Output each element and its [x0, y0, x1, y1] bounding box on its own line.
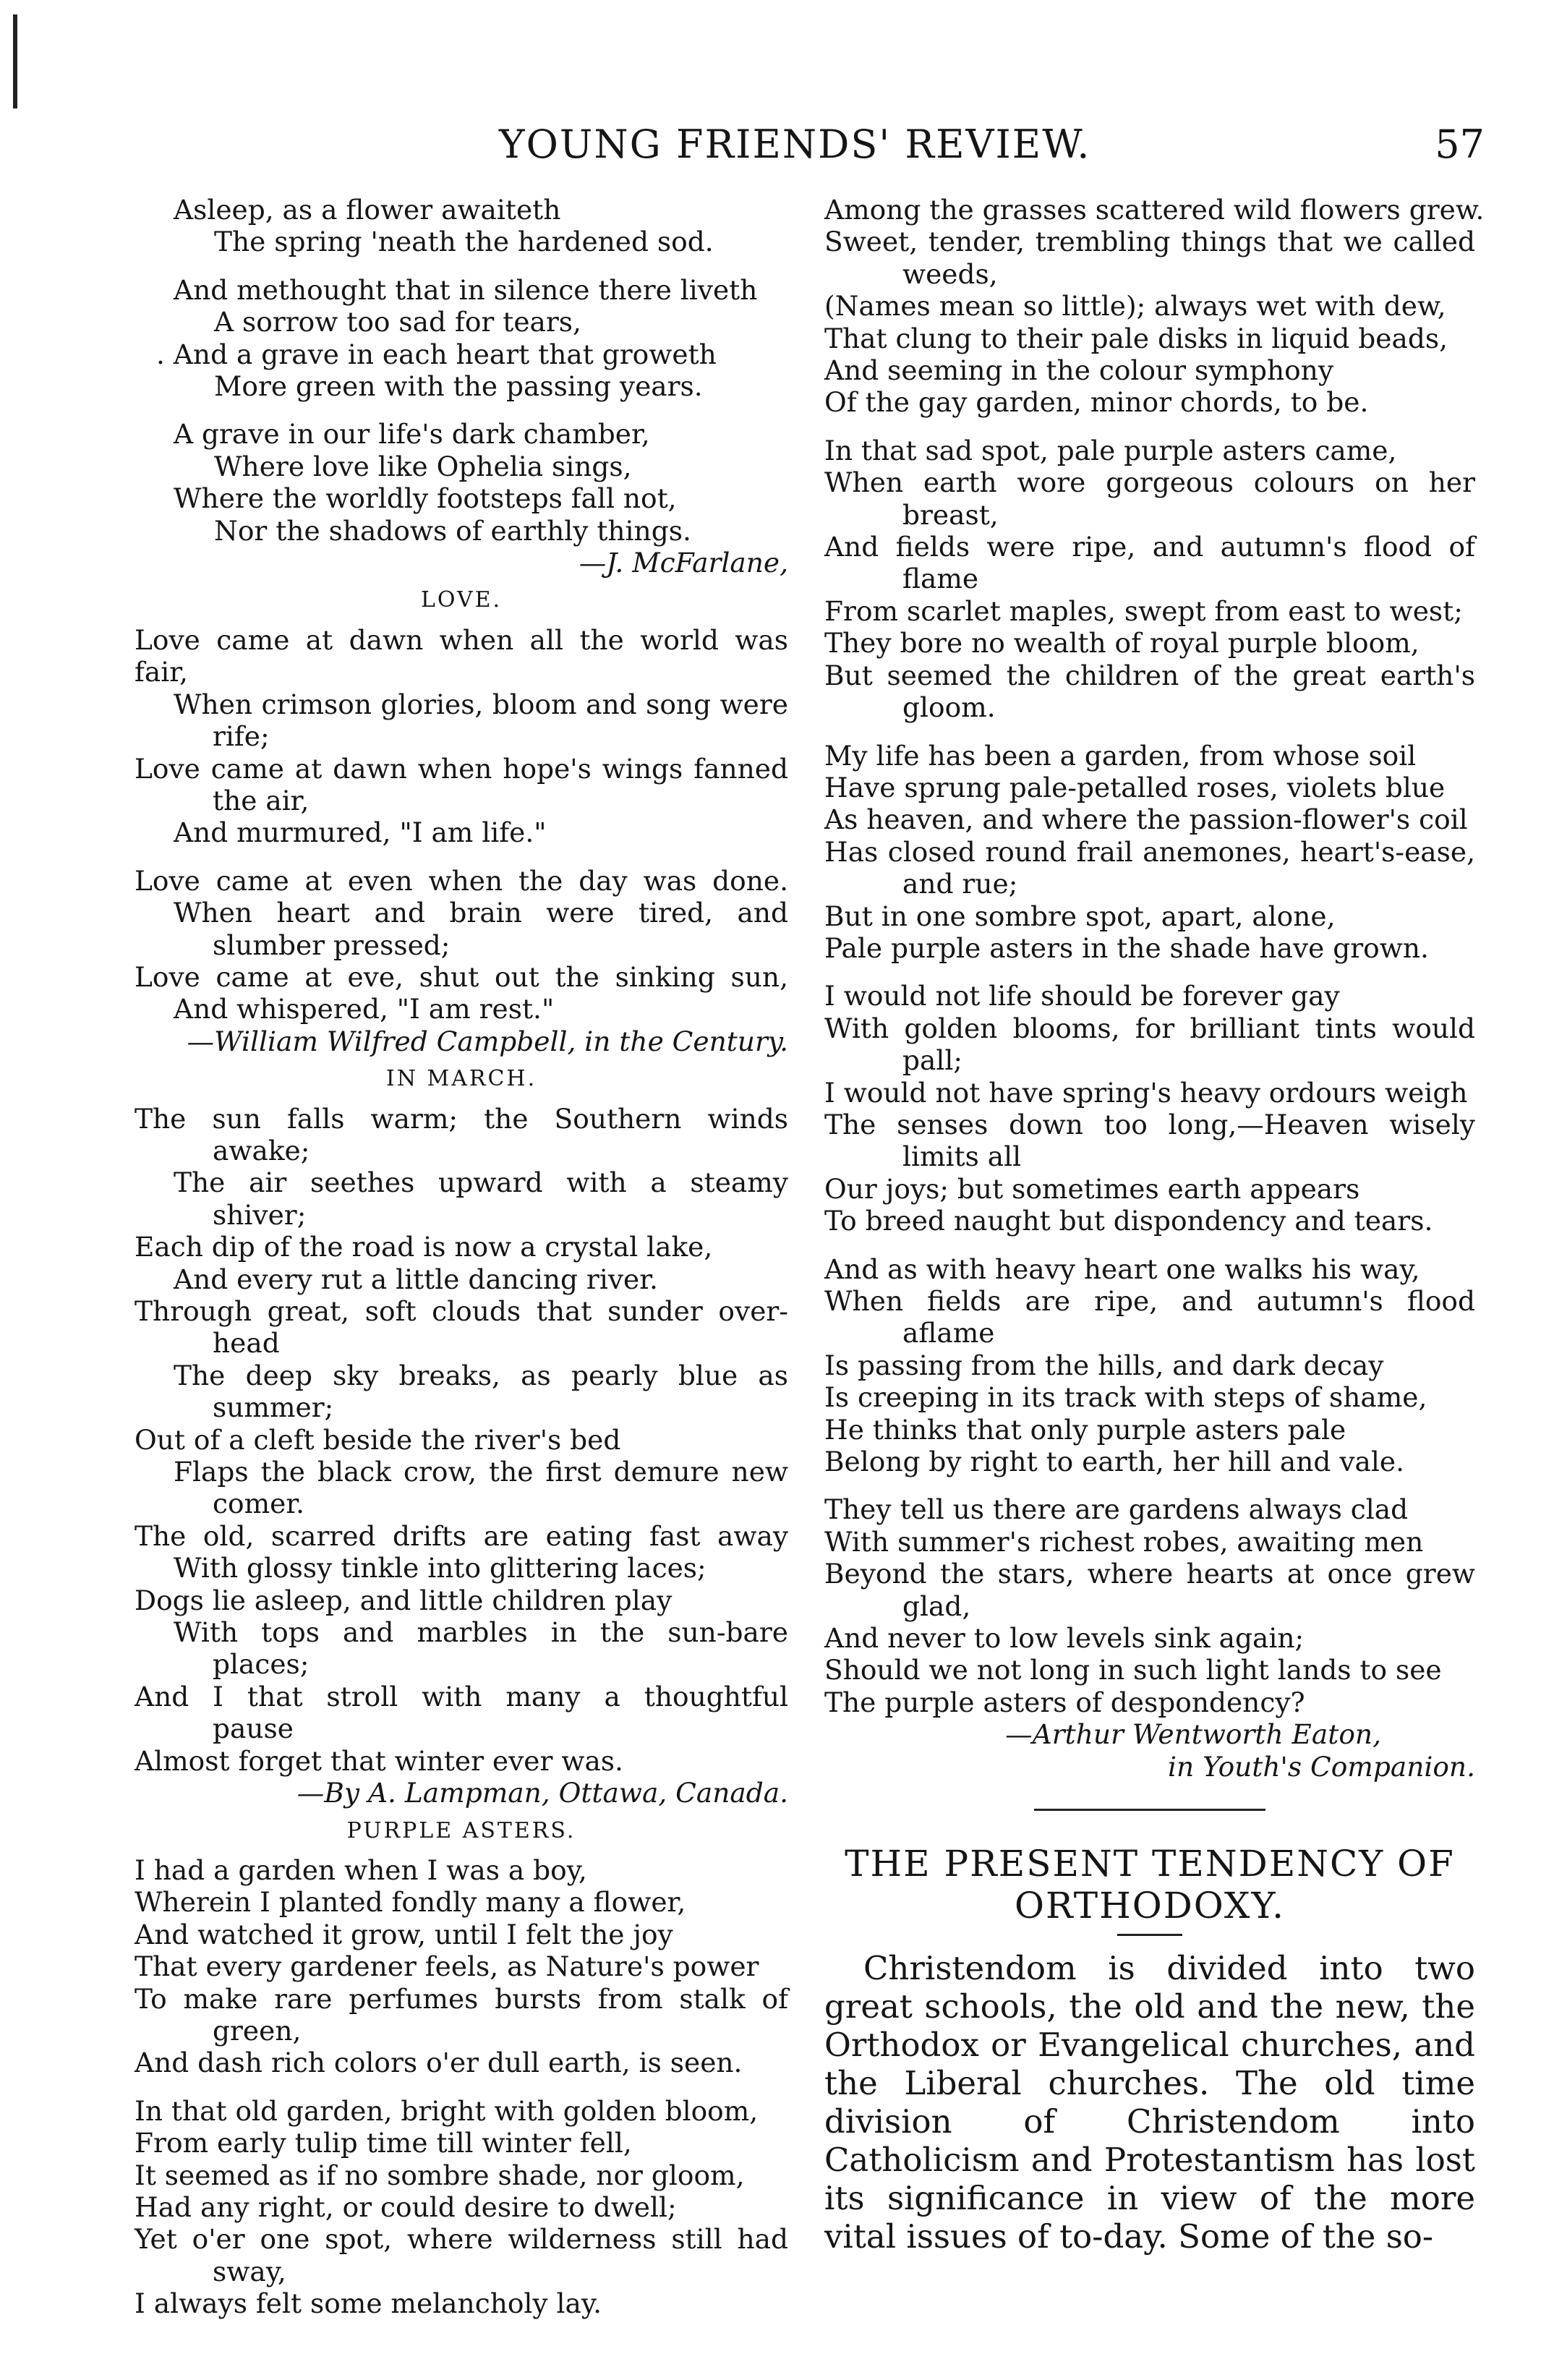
poem-line: And seeming in the colour symphony [824, 354, 1334, 387]
poem-line: summer; [213, 1391, 334, 1424]
poem4-stanza-2 [135, 2095, 788, 2320]
poem-line: rife; [213, 720, 270, 753]
poem2-attribution: —William Wilfred Campbell, in the Century. [187, 1025, 788, 1057]
poem-line: glad, [902, 1590, 971, 1622]
article-title-line-1: THE PRESENT TENDENCY OF [845, 1843, 1455, 1885]
poem-line: To breed naught but dispondency and tears. [824, 1205, 1433, 1237]
poem-line: As heaven, and where the passion-flower's coil [824, 803, 1468, 836]
poem-line: And never to low levels sink again; [824, 1622, 1305, 1655]
poem-line: limits all [902, 1140, 1022, 1173]
poem-line: The old, scarred drifts are eating fast away [135, 1519, 788, 1552]
poem-line: And dash rich colors o'er dull earth, is seen. [135, 2047, 743, 2079]
poem-line: And murmured, "I am life." [174, 816, 547, 849]
poem-line: head [213, 1327, 280, 1360]
poem-line: He thinks that only purple asters pale [824, 1413, 1346, 1446]
poem-line: A sorrow too sad for tears, [214, 306, 581, 338]
poem-line: The senses down too long,—Heaven wisely [824, 1108, 1475, 1140]
poem1-stanza-3 [135, 418, 788, 547]
poem-line: I always felt some melancholy lay. [135, 2287, 602, 2320]
poem-line: Pale purple asters in the shade have grown. [824, 931, 1429, 964]
poem-line: slumber pressed; [213, 929, 451, 961]
poem-line: pall; [902, 1044, 962, 1077]
poem-line: I had a garden when I was a boy, [135, 1854, 587, 1886]
poem-line: And every rut a little dancing river. [174, 1263, 658, 1295]
margin-rule [13, 14, 17, 108]
poem-line: Sweet, tender, trembling things that we called [824, 226, 1475, 258]
poem-line: A grave in our life's dark chamber, [174, 418, 650, 451]
poem-line: That clung to their pale disks in liquid beads, [824, 322, 1448, 354]
running-title: YOUNG FRIENDS' REVIEW. [499, 121, 1091, 167]
poem-line: Dogs lie asleep, and little children play [135, 1584, 673, 1616]
poem4-stanza-1 [135, 1854, 788, 2079]
poem-line: Each dip of the road is now a crystal lake, [135, 1231, 713, 1263]
poem-line: That every gardener feels, as Nature's power [135, 1950, 759, 1983]
poem-line: Love came at dawn when all the world was fair, [135, 623, 788, 688]
poem-line: Is creeping in its track with steps of shame, [824, 1381, 1427, 1414]
poem-line: Through great, soft clouds that sunder over- [135, 1295, 788, 1327]
poem-line: They bore no wealth of royal purple bloom, [824, 627, 1419, 660]
poem1-stanza-1 [135, 194, 788, 258]
poem-line: Love came at eve, shut out the sinking sun, [135, 960, 788, 993]
poem-line: They tell us there are gardens always clad [824, 1493, 1409, 1526]
poem-line: shiver; [213, 1198, 307, 1231]
poem1-stanza-2 [135, 274, 788, 403]
poem-line: More green with the passing years. [214, 370, 703, 403]
poem-line: Almost forget that winter ever was. [135, 1744, 623, 1777]
poem-line: In that old garden, bright with golden bloom, [135, 2094, 759, 2127]
poem-line: Nor the shadows of earthly things. [214, 514, 691, 547]
poem-line: Yet o'er one spot, where wilderness still had [135, 2223, 788, 2256]
poem-line: I would not have spring's heavy ordours weigh [824, 1076, 1468, 1109]
poem-line: The purple asters of despondency? [824, 1686, 1305, 1718]
poem4-stanza-6 [824, 980, 1475, 1237]
poem-line: And I that stroll with many a thoughtful [135, 1680, 788, 1713]
poem2-stanza-2 [135, 865, 788, 1025]
poem-line: With summer's richest robes, awaiting men [824, 1525, 1424, 1558]
poem-line: The deep sky breaks, as pearly blue as [174, 1359, 788, 1391]
poem-line: From early tulip time till winter fell, [135, 2127, 632, 2159]
poem-line: But seemed the children of the great earth's [824, 659, 1475, 691]
poem-line: sway, [213, 2255, 286, 2287]
poem-line: breast, [902, 498, 999, 531]
article-body: Christendom is divided into two great schools, the old and the new, the Orthodox or Evangelical churches, and the Liberal churches. The old time division of Christendom into Catholicism and Protestantism has lost its significance in view of the more vital issues of to-day. Some of the so- [824, 1949, 1475, 2256]
poem-line: and rue; [902, 868, 1018, 900]
poem-line: I would not life should be forever gay [824, 980, 1340, 1012]
poem4-stanza-5 [824, 740, 1475, 965]
poem4-attribution-author: —Arthur Wentworth Eaton, [1005, 1718, 1381, 1751]
article-title-line-2: ORTHODOXY. [1015, 1885, 1285, 1927]
poem-line: pause [213, 1713, 294, 1745]
poem4-title: PURPLE ASTERS. [346, 1817, 576, 1843]
poem-line: And watched it grow, until I felt the joy [135, 1918, 673, 1950]
poem-line: Asleep, as a flower awaiteth [174, 194, 561, 226]
poem-line: Had any right, or could desire to dwell; [135, 2191, 677, 2223]
poem-line: In that sad spot, pale purple asters came, [824, 434, 1397, 466]
poem-line: Among the grasses scattered wild flowers grew. [824, 194, 1485, 226]
poem-line: And methought that in silence there liveth [174, 273, 758, 306]
poem-line: Has closed round frail anemones, heart's-ease, [824, 835, 1475, 868]
right-column [824, 194, 1485, 2256]
page-number: 57 [1435, 121, 1485, 167]
poem-line: Where love like Ophelia sings, [214, 450, 632, 482]
poem-line: Our joys; but sometimes earth appears [824, 1172, 1360, 1205]
poem-line: Love came at even when the day was done. [135, 864, 788, 897]
poem-line: aflame [902, 1317, 995, 1349]
poem-line: But in one sombre spot, apart, alone, [824, 900, 1336, 932]
poem-line: With golden blooms, for brilliant tints would [824, 1012, 1475, 1044]
poem-line: Love came at dawn when hope's wings fanned [135, 752, 788, 785]
poem-line: When crimson glories, bloom and song were [174, 688, 788, 720]
poem-line: awake; [213, 1134, 310, 1166]
poem2-stanza-1 [135, 624, 788, 849]
section-divider [1034, 1809, 1265, 1811]
poem-line: The air seethes upward with a steamy [174, 1166, 788, 1199]
poem-line: The spring 'neath the hardened sod. [214, 226, 714, 258]
poem4-attribution-source: in Youth's Companion. [1168, 1750, 1475, 1783]
poem-line: When heart and brain were tired, and [174, 897, 788, 929]
poem-line: Where the worldly footsteps fall not, [174, 482, 677, 515]
title-divider [1117, 1934, 1182, 1936]
poem-line: Flaps the black crow, the first demure new [174, 1456, 788, 1488]
poem-line: When earth wore gorgeous colours on her [824, 466, 1475, 499]
poem-line: flame [902, 563, 979, 595]
poem-line: weeds, [902, 257, 998, 290]
poem-line: Belong by right to earth, her hill and vale. [824, 1446, 1405, 1478]
page-header [0, 121, 1554, 179]
poem-line: With glossy tinkle into glittering laces; [174, 1552, 706, 1584]
poem-line: Is passing from the hills, and dark decay [824, 1349, 1384, 1381]
poem-line: green, [213, 2014, 302, 2047]
poem-line: To make rare perfumes bursts from stalk of [135, 1982, 788, 2015]
poem-line: With tops and marbles in the sun-bare [174, 1616, 788, 1649]
poem4-stanza-7 [824, 1253, 1475, 1478]
poem3-title: IN MARCH. [385, 1066, 537, 1092]
poem-line: And as with heavy heart one walks his way, [824, 1253, 1420, 1285]
poem-line: Have sprung pale-petalled roses, violets blue [824, 771, 1446, 803]
poem-line: And whispered, "I am rest." [174, 993, 555, 1025]
poem-line: Should we not long in such light lands to see [824, 1654, 1442, 1686]
poem1-attribution: —J. McFarlane, [579, 547, 788, 579]
poem3-attribution: —By A. Lampman, Ottawa, Canada. [296, 1777, 788, 1809]
poem4-stanza-4 [824, 435, 1475, 724]
poem3-body [135, 1103, 788, 1778]
poem4-stanza-8 [824, 1493, 1475, 1718]
poem-line: The sun falls warm; the Southern winds [135, 1102, 788, 1135]
poem-line: From scarlet maples, swept from east to west; [824, 594, 1463, 627]
poem-line: gloom. [902, 691, 996, 724]
poem-line: Of the gay garden, minor chords, to be. [824, 386, 1369, 419]
poem-line: the air, [213, 784, 309, 816]
poem-line: Beyond the stars, where hearts at once grew [824, 1558, 1475, 1590]
poem-line: (Names mean so little); always wet with dew, [824, 290, 1446, 323]
poem2-title: LOVE. [420, 587, 503, 613]
poem-line: Wherein I planted fondly many a flower, [135, 1886, 686, 1919]
poem-line: My life has been a garden, from whose soil [824, 739, 1417, 772]
poem-line: And fields were ripe, and autumn's flood of [824, 531, 1475, 563]
left-column [135, 194, 788, 2320]
article-title [824, 1843, 1475, 1927]
poem-line: comer. [213, 1488, 305, 1520]
poem-line: . And a grave in each heart that groweth [156, 338, 717, 370]
poem-line: Out of a cleft beside the river's bed [135, 1423, 621, 1456]
poem-line: It seemed as if no sombre shade, nor gloom, [135, 2159, 745, 2191]
poem-line: places; [213, 1648, 309, 1681]
poem-line: When fields are ripe, and autumn's flood [824, 1285, 1475, 1317]
poem4-stanza-3 [824, 194, 1485, 419]
